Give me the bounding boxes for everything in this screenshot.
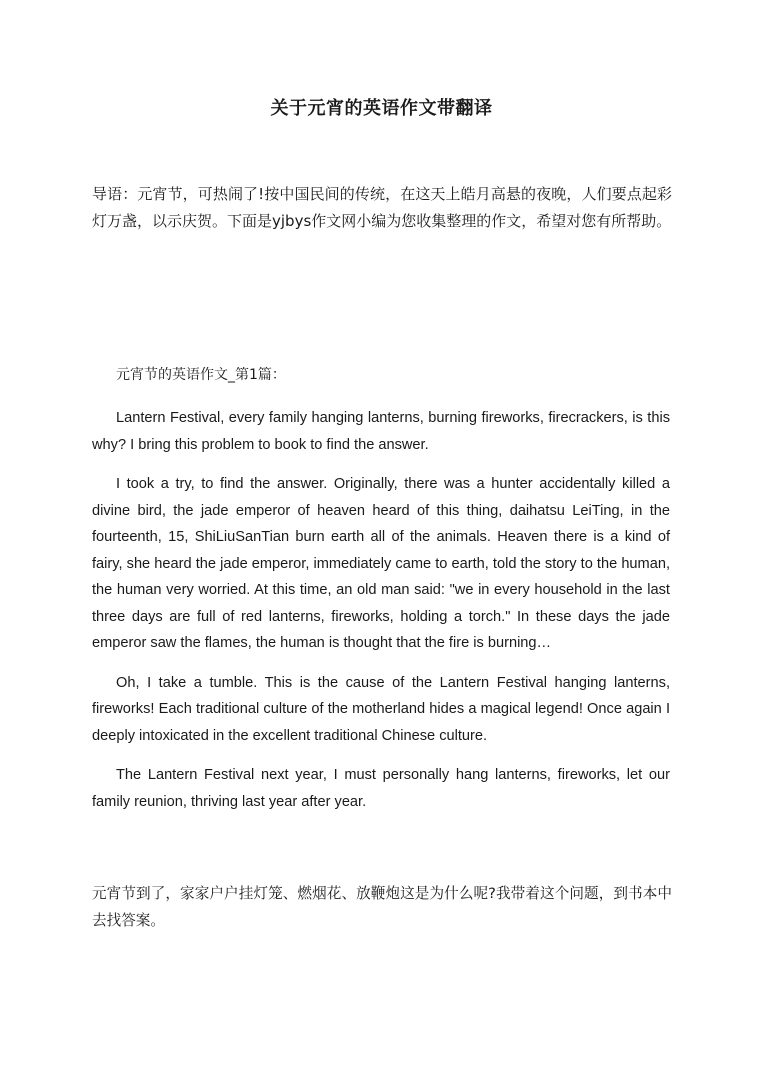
essay-paragraph-1: Lantern Festival, every family hanging lanterns, burning fireworks, firecrackers, is this why? I bring this problem to book to find the answer. xyxy=(92,410,670,453)
document-title: 关于元宵的英语作文带翻译 xyxy=(270,98,493,119)
essay-paragraph-4: The Lantern Festival next year, I must personally hang lanterns, fireworks, let our family reunion, thriving last year after year. xyxy=(92,767,670,810)
essay-paragraph-2: I took a try, to find the answer. Originally, there was a hunter accidentally killed a divine bird, the jade emperor of heaven heard of this thing, daihatsu LeiTing, in the fourteenth, 15, ShiLiuSanTian burn earth all of the animals. Heaven there is a kind of fairy, she heard the jade emperor, immediately came to earth, told the story to the human, the human very worried. At this time, an old man said: "we in every household in the last three days are full of red lanterns, fireworks, holding a torch." In these days the jade emperor saw the flames, the human is thought that the fire is burning… xyxy=(92,476,670,651)
english-essay xyxy=(92,405,670,828)
section-heading: 元宵节的英语作文_第1篇： xyxy=(116,367,286,383)
essay-paragraph-3: Oh, I take a tumble. This is the cause of the Lantern Festival hanging lanterns, fireworks! Each traditional culture of the motherland hides a magical legend! Once again I deeply intoxicated in the excellent traditional Chinese culture. xyxy=(92,674,670,744)
translation-paragraph: 元宵节到了，家家户户挂灯笼、燃烟花、放鞭炮这是为什么呢?我带着这个问题，到书本中去找答案。 xyxy=(92,885,672,929)
intro-paragraph: 导语：元宵节，可热闹了!按中国民间的传统，在这天上皓月高悬的夜晚，人们要点起彩灯万盏，以示庆贺。下面是yjbys作文网小编为您收集整理的作文，希望对您有所帮助。 xyxy=(92,185,672,230)
